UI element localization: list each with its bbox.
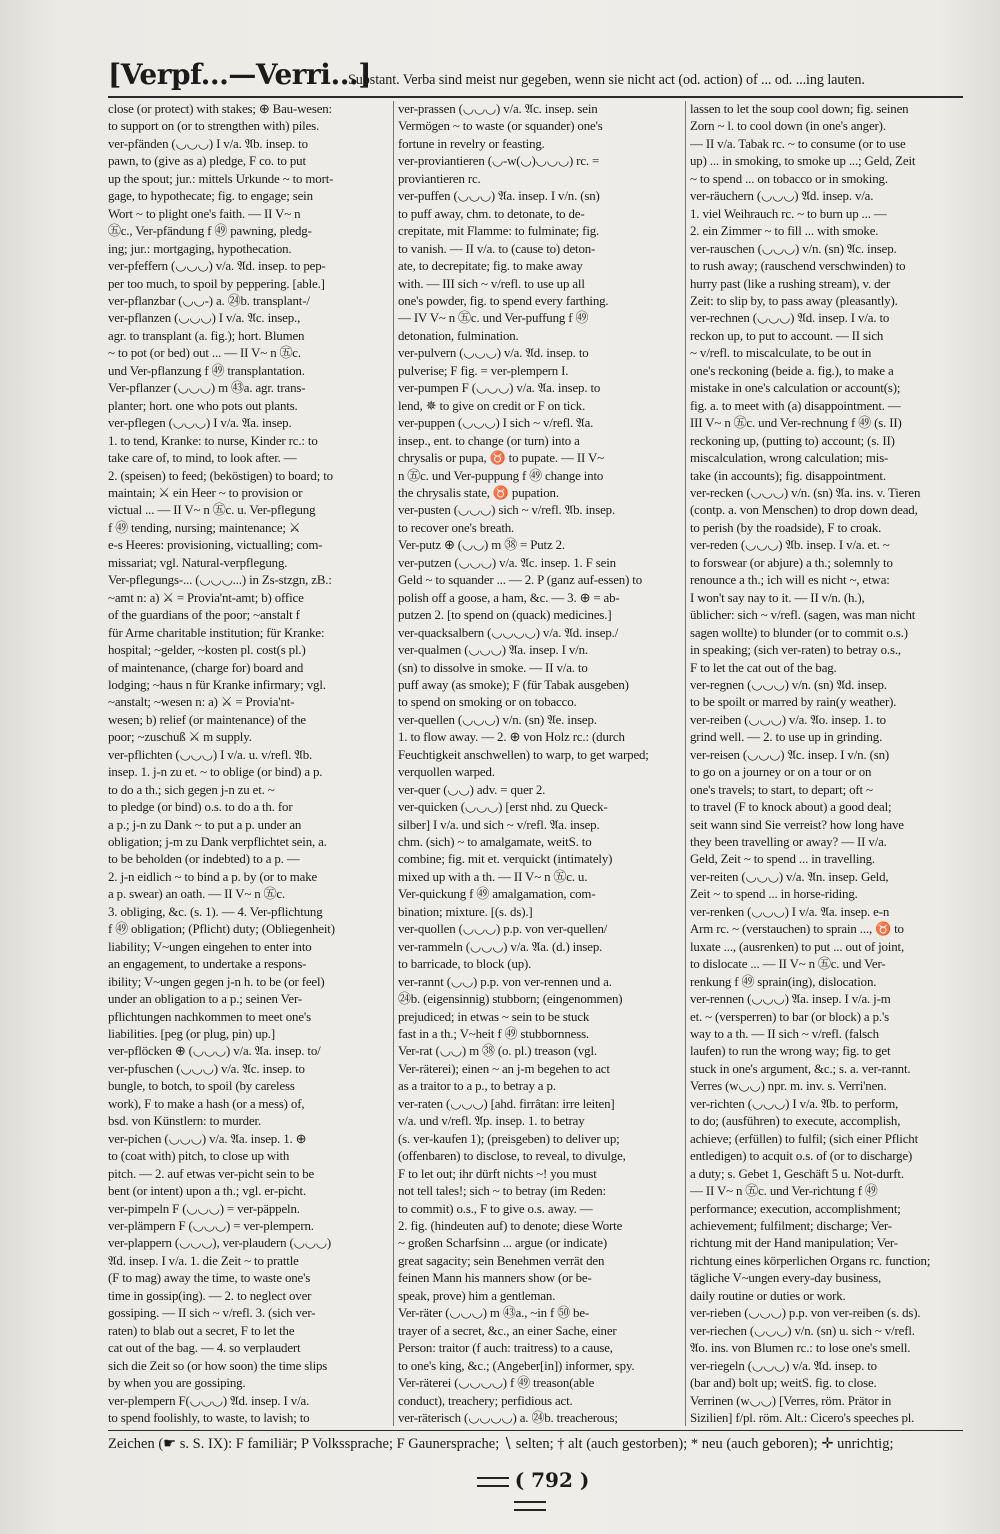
entry-line: ver-riegeln (◡◡◡) v/a. 𝔄d. insep. to xyxy=(690,1358,877,1373)
entry-line: not tell tales!; sich ~ to betray (im Reden: xyxy=(398,1184,607,1199)
entry-line: 3. obliging, &c. (s. 1). — 4. Ver-pflichtung xyxy=(108,904,323,919)
entry-line: ~ to pot (or bed) out ... — II V~ n ㊄c. xyxy=(108,346,301,361)
entry-line: wesen; b) relief (or maintenance) of the xyxy=(108,712,307,727)
entry-line: gossiping. — II sich ~ v/refl. 3. (sich ver- xyxy=(108,1306,316,1321)
entry-line: silber] I v/a. und sich ~ v/refl. 𝔄a. insep. xyxy=(398,817,600,832)
footer-rule xyxy=(108,1430,963,1431)
entry-line: as a traitor to a p., to betray a p. xyxy=(398,1079,556,1094)
entry-line: they been travelling or away? — II v/a. xyxy=(690,835,887,850)
entry-line: ver-pichen (◡◡◡) v/a. 𝔄a. insep. 1. ⊕ xyxy=(108,1131,307,1146)
entry-line: 2. ein Zimmer ~ to fill ... with smoke. xyxy=(690,224,879,239)
entry-line: Zeit: to slip by, to pass away (pleasantly). xyxy=(690,293,898,308)
entry-line: to (coat with) pitch, to close up with xyxy=(108,1149,290,1164)
entry-line: of the guardians of the poor; ~anstalt f xyxy=(108,608,300,623)
column-2 xyxy=(398,101,680,1429)
entry-line: ver-reiten (◡◡◡) v/a. 𝔄n. insep. Geld, xyxy=(690,869,889,884)
entry-line: Wort ~ to plight one's faith. — II V~ n xyxy=(108,206,301,221)
entry-line: lassen to let the soup cool down; fig. seinen xyxy=(690,102,909,116)
entry-line: a duty; s. Gebet 1, Geschäft 5 u. Not-durft. xyxy=(690,1166,904,1181)
entry-line: Zorn ~ l. to cool down (in one's anger). xyxy=(690,119,886,134)
entry-line: ver-reden (◡◡◡) 𝔄b. insep. I v/a. et. ~ xyxy=(690,538,890,553)
entry-line: feinen Mann his manners show (or be- xyxy=(398,1271,592,1286)
entry-line: 2. (speisen) to feed; (beköstigen) to board; to xyxy=(108,468,333,483)
entry-line: (sn) to dissolve in smoke. — II v/a. to xyxy=(398,660,588,675)
column-3 xyxy=(690,101,963,1429)
entry-line: performance; execution, accomplishment; xyxy=(690,1201,901,1216)
entry-line: Vermögen ~ to waste (or squander) one's xyxy=(398,119,603,134)
entry-line: ver-pflanzbar (◡◡-) a. ㉔b. transplant-/ xyxy=(108,293,310,308)
entry-line: ~ v/refl. to miscalculate, to be out in xyxy=(690,346,872,361)
entry-line: Ver-pflegungs-... (◡◡◡...) in Zs-stzgn, zB.: xyxy=(108,573,332,588)
entry-line: ibility; V~ungen gegen j-n h. to be (or feel) xyxy=(108,974,325,989)
entry-line: to one's king, &c.; (Angeber[in]) informer, spy. xyxy=(398,1358,635,1373)
entry-line: pitch. — 2. auf etwas ver-picht sein to be xyxy=(108,1166,315,1181)
entry-line: Zeit ~ to spend ... in horse-riding. xyxy=(690,887,858,902)
entry-line: reckon up, to put to account. — II sich xyxy=(690,328,884,343)
entry-line: ver-richten (◡◡◡) I v/a. 𝔄b. to perform, xyxy=(690,1096,899,1111)
entry-line: puff away (as smoke); F (für Tabak ausgeben) xyxy=(398,677,629,692)
entry-line: ver-rechnen (◡◡◡) 𝔄d. insep. I v/a. to xyxy=(690,311,890,326)
entry-line: ver-quacksalbern (◡◡◡◡) v/a. 𝔄d. insep./ xyxy=(398,625,619,640)
entry-line: F to let out; ihr dürft nichts ~! you must xyxy=(398,1166,597,1181)
entry-line: ver-rennen (◡◡◡) 𝔄a. insep. I v/a. j-m xyxy=(690,992,891,1007)
entry-line: bsd. von Künstlern: to murder. xyxy=(108,1114,262,1129)
entry-line: to commit) o.s., F to give o.s. away. — xyxy=(398,1201,593,1216)
entry-line: to puff away, chm. to detonate, to de- xyxy=(398,206,585,221)
entry-line: ver-rammeln (◡◡◡) v/a. 𝔄a. (d.) insep. xyxy=(398,939,603,954)
entry-line: time in gossip(ing). — 2. to neglect over xyxy=(108,1288,312,1303)
entry-line: 𝔄d. insep. I v/a. 1. die Zeit ~ to prattle xyxy=(108,1253,299,1268)
entry-line: ㊄c., Ver-pfändung f ㊾ pawning, pledg- xyxy=(108,224,312,239)
entry-line: great sagacity; sein Benehmen verrät den xyxy=(398,1253,605,1268)
entry-line: (bar and) bolt up; weitS. fig. to close. xyxy=(690,1376,877,1391)
entry-line: 1. viel Weihrauch rc. ~ to burn up ... — xyxy=(690,206,887,221)
entry-line: to perish (by the roadside), F to croak. xyxy=(690,520,882,535)
entry-line: mixed up with a th. — II V~ n ㊄c. u. xyxy=(398,869,588,884)
entry-line: Ver-rat (◡◡) m ㊳ (o. pl.) treason (vgl. xyxy=(398,1044,597,1059)
entry-line: poor; ~zuschuß ⚔ m supply. xyxy=(108,730,252,745)
entry-line: obligation; j-m zu Dank verpflichtet sein, a. xyxy=(108,835,327,850)
entry-line: to vanish. — II v/a. to (cause to) deton- xyxy=(398,241,596,256)
entry-line: insep. 1. j-n zu et. ~ to oblige (or bind) a p. xyxy=(108,765,323,780)
entry-line: lodging; ~haus n für Kranke infirmary; vgl. xyxy=(108,677,326,692)
entry-line: e-s Heeres: provisioning, victualling; com- xyxy=(108,538,323,553)
entry-line: ver-quollen (◡◡◡) p.p. von ver-quellen/ xyxy=(398,922,608,937)
entry-line: one's reckoning (beide a. fig.), to make a xyxy=(690,363,894,378)
entry-line: ver-rannt (◡◡) p.p. von ver-rennen und a. xyxy=(398,974,612,989)
entry-line: ate, to decrepitate; fig. to make away xyxy=(398,259,583,274)
symbol-legend: Zeichen (☛ s. S. IX): F familiär; P Volkssprache; F Gaunersprache; ∖ selten; † alt (auch gestorben); * neu (auch geboren); ✛ unrichtig; xyxy=(108,1436,894,1452)
entry-line: stuck in one's argument, &c.; s. a. ver-rannt. xyxy=(690,1061,911,1076)
entry-line: miscalculation, wrong calculation; mis- xyxy=(690,451,889,466)
entry-line: fortune in revelry or feasting. xyxy=(398,136,545,151)
ornament-left xyxy=(477,1477,509,1487)
entry-line: verquollen warped. xyxy=(398,765,495,780)
entry-line: für Arme charitable institution; für Kranke: xyxy=(108,625,325,640)
entry-line: (offenbaren) to disclose, to reveal, to divulge, xyxy=(398,1149,626,1164)
entry-line: work), F to make a hash (or a mess) of, xyxy=(108,1096,305,1111)
entry-line: conduct), treachery; perfidious act. xyxy=(398,1393,573,1408)
entry-line: 1. to tend, Kranke: to nurse, Kinder rc.: to xyxy=(108,433,318,448)
entry-line: f ㊾ obligation; (Pflicht) duty; (Obliegenheit) xyxy=(108,922,335,937)
entry-line: daily routine or duties or work. xyxy=(690,1288,846,1303)
entry-line: und Ver-pflanzung f ㊾ transplantation. xyxy=(108,363,305,378)
entry-line: ver-pfeffern (◡◡◡) v/a. 𝔄d. insep. to pep- xyxy=(108,259,326,274)
entry-line: (contp. a. von Menschen) to drop down dead, xyxy=(690,503,918,518)
entry-line: take (in accounts); fig. disappointment. xyxy=(690,468,886,483)
entry-line: ver-raten (◡◡◡) [ahd. firrâtan: irre leiten] xyxy=(398,1096,615,1111)
entry-line: proviantieren rc. xyxy=(398,171,481,186)
entry-line: entledigen) to acquit o.s. of (or to discharge) xyxy=(690,1149,913,1164)
entry-line: ㉔b. (eigensinnig) stubborn; (eingenommen) xyxy=(398,992,623,1007)
entry-line: to pledge (or bind) o.s. to do a th. for xyxy=(108,800,293,815)
entry-line: ver-puppen (◡◡◡) I sich ~ v/refl. 𝔄a. xyxy=(398,416,594,431)
entry-line: n ㊄c. und Ver-puppung f ㊾ change into xyxy=(398,468,604,483)
entry-line: ver-regnen (◡◡◡) v/n. (sn) 𝔄d. insep. xyxy=(690,677,887,692)
entry-line: ver-pumpen F (◡◡◡) v/a. 𝔄a. insep. to xyxy=(398,381,601,396)
entry-line: polish off a goose, a ham, &c. — 3. ⊕ = ab- xyxy=(398,590,620,605)
entry-line: a p.; j-n zu Dank ~ to put a p. under an xyxy=(108,817,302,832)
entry-line: putzen 2. [to spend on (quack) medicines.] xyxy=(398,608,612,623)
column-divider xyxy=(685,101,686,1426)
entry-line: bungle, to botch, to spoil (by careless xyxy=(108,1079,295,1094)
entry-line: maintain; ⚔ ein Heer ~ to provision or xyxy=(108,485,303,500)
entry-line: seit wann sind Sie verreist? how long have xyxy=(690,817,904,832)
entry-line: to spend foolishly, to waste, to lavish; to xyxy=(108,1410,310,1425)
entry-line: an engagement, to undertake a respons- xyxy=(108,957,307,972)
entry-line: chm. (sich) ~ to amalgamate, weitS. to xyxy=(398,835,592,850)
entry-line: ver-pflanzen (◡◡◡) I v/a. 𝔄c. insep., xyxy=(108,311,301,326)
entry-line: to forswear (or abjure) a th.; solemnly to xyxy=(690,555,893,570)
entry-line: ver-plappern (◡◡◡), ver-plaudern (◡◡◡) xyxy=(108,1236,332,1251)
entry-line: mistake in one's calculation or account(s); xyxy=(690,381,901,396)
entry-line: up) ... in smoking, to smoke up ...; Geld, Zeit xyxy=(690,154,916,169)
entry-line: ver-quer (◡◡) adv. = quer 2. xyxy=(398,782,546,797)
entry-line: tägliche V~ungen every-day business, xyxy=(690,1271,882,1286)
entry-line: grind well. — 2. to use up in grinding. xyxy=(690,730,883,745)
column-1 xyxy=(108,101,388,1429)
entry-line: ver-rieben (◡◡◡) p.p. von ver-reiben (s. ds). xyxy=(690,1306,921,1321)
entry-line: Arm rc. ~ (verstauchen) to sprain ..., ♉ to xyxy=(690,922,904,937)
entry-line: richtung eines körperlichen Organs rc. function; xyxy=(690,1253,931,1268)
entry-line: ver-pimpeln F (◡◡◡) = ver-päppeln. xyxy=(108,1201,300,1216)
entry-line: detonation, fulmination. xyxy=(398,328,519,343)
entry-line: et. ~ (versperren) to bar (or block) a p.'s xyxy=(690,1009,889,1024)
running-head: [Verpf...—Verri...] xyxy=(108,58,371,91)
page-number xyxy=(455,1468,605,1516)
entry-line: ver-proviantieren (◡-w(◡)◡◡◡) rc. = xyxy=(398,154,600,169)
entry-line: bent (or intent) upon a th.; vgl. er-picht. xyxy=(108,1184,307,1199)
entry-line: richtung mit der Hand manipulation; Ver- xyxy=(690,1236,898,1251)
column-divider xyxy=(393,101,394,1426)
entry-line: (s. ver-kaufen 1); (preisgeben) to deliver up; xyxy=(398,1131,620,1146)
entry-line: gage, to hypothecate; fig. to engage; sein xyxy=(108,189,313,204)
entry-line: ver-pulvern (◡◡◡) v/a. 𝔄d. insep. to xyxy=(398,346,589,361)
entry-line: to be spoilt or marred by rain(y weather). xyxy=(690,695,897,710)
entry-line: one's travels; to start, to depart; oft ~ xyxy=(690,782,873,797)
entry-line: with. — III sich ~ v/refl. to use up all xyxy=(398,276,585,291)
entry-line: ver-renken (◡◡◡) I v/a. 𝔄a. insep. e-n xyxy=(690,904,890,919)
entry-line: to dislocate ... — II V~ n ㊄c. und Ver- xyxy=(690,957,886,972)
entry-line: 2. fig. (hindeuten auf) to denote; diese Worte xyxy=(398,1219,623,1233)
entry-line: trayer of a secret, &c., an einer Sache, einer xyxy=(398,1323,617,1338)
entry-line: III V~ n ㊄c. und Ver-rechnung f ㊾ (s. II) xyxy=(690,416,902,431)
entry-line: ver-räterisch (◡◡◡◡) a. ㉔b. treacherous; xyxy=(398,1410,618,1425)
entry-line: take care of, to mind, to look after. — xyxy=(108,451,297,466)
entry-line: (F to mag) away the time, to waste one's xyxy=(108,1271,311,1286)
entry-line: lend, ✵ to give on credit or F on tick. xyxy=(398,398,586,413)
entry-line xyxy=(690,1427,963,1429)
entry-line: liability; V~ungen eingehen to enter into xyxy=(108,939,312,954)
entry-line: I won't say nay to it. — II v/n. (h.), xyxy=(690,590,865,605)
entry-line: a p. swear) an oath. — II V~ n ㊄c. xyxy=(108,887,286,902)
entry-line: to travel (F to knock about) a good deal; xyxy=(690,800,892,815)
entry-line: close (or protect) with stakes; ⊕ Bau-wesen: xyxy=(108,102,332,116)
entry-line: ver-quicken (◡◡◡) [erst nhd. zu Queck- xyxy=(398,800,608,815)
page-number-text: ( 792 ) xyxy=(514,1468,590,1492)
entry-line: ver-pfuschen (◡◡◡) v/a. 𝔄c. insep. to xyxy=(108,1061,305,1076)
entry-line: way to a th. — II sich ~ v/refl. (falsch xyxy=(690,1027,879,1042)
entry-line: under an obligation to a p.; seinen Ver- xyxy=(108,992,302,1007)
entry-line: Person: traitor (f auch: traitress) to a cause, xyxy=(398,1341,613,1356)
entry-line: fig. a. to meet with (a) disappointment. — xyxy=(690,398,901,413)
entry-line: v/a. und v/refl. 𝔄p. insep. 1. to betray xyxy=(398,1114,585,1129)
entry-line: of maintenance, (charge for) board and xyxy=(108,660,304,675)
entry-line: reckoning up, (putting to) account; (s. II) xyxy=(690,433,895,448)
entry-line: up the spout; jur.: mittels Urkunde ~ to mort- xyxy=(108,171,334,186)
entry-line: to go on a journey or on a tour or on xyxy=(690,765,872,780)
entry-line: cat out of the bag. — 4. so verplaudert xyxy=(108,1341,301,1356)
header-rule xyxy=(108,96,963,98)
entry-line: Verres (w◡◡) npr. m. inv. s. Verri'nen. xyxy=(690,1079,887,1094)
entry-line: — IV V~ n ㊄c. und Ver-puffung f ㊾ xyxy=(398,311,589,326)
entry-line: Geld, Zeit ~ to spend ... in travelling. xyxy=(690,852,875,867)
entry-line: — II v/a. Tabak rc. ~ to consume (or to use xyxy=(690,136,906,151)
entry-line: Ver-räterei (◡◡◡◡) f ㊾ treason(able xyxy=(398,1376,595,1391)
entry-line: ver-pfänden (◡◡◡) I v/a. 𝔄b. insep. to xyxy=(108,136,308,151)
entry-line: ~anstalt; ~wesen n: a) ⚔ = Provia'nt- xyxy=(108,695,295,710)
entry-line: ver-plämpern F (◡◡◡) = ver-plempern. xyxy=(108,1219,314,1233)
entry-line: pflichtungen nachkommen to meet one's xyxy=(108,1009,311,1024)
entry-line: to be beholden (or indebted) to a p. — xyxy=(108,852,300,867)
entry-line: by when you are gossiping. xyxy=(108,1376,246,1391)
entry-line: ver-putzen (◡◡◡) v/a. 𝔄c. insep. 1. F sein xyxy=(398,555,616,570)
entry-line: ver-puffen (◡◡◡) 𝔄a. insep. I v/n. (sn) xyxy=(398,189,600,204)
entry-line: ~amt n: a) ⚔ = Provia'nt-amt; b) office xyxy=(108,590,304,605)
entry-line: Ver-räter (◡◡◡) m ㊸a., ~in f ㊿ be- xyxy=(398,1306,590,1321)
entry-line: planter; hort. one who pots out plants. xyxy=(108,398,298,413)
entry-line: hurry past (like a rushing stream), v. der xyxy=(690,276,891,291)
entry-line: to do a th.; sich gegen j-n zu et. ~ xyxy=(108,782,275,797)
header-note: Substant. Verba sind meist nur gegeben, wenn sie nicht act (od. action) of ... od. ...ing lauten. xyxy=(348,72,865,88)
entry-line: renkung f ㊾ sprain(ing), dislocation. xyxy=(690,974,877,989)
entry-line: 1. to flow away. — 2. ⊕ von Holz rc.: (durch xyxy=(398,730,625,745)
entry-line: ver-pflöcken ⊕ (◡◡◡) v/a. 𝔄a. insep. to/ xyxy=(108,1044,321,1059)
entry-line: ver-recken (◡◡◡) v/n. (sn) 𝔄a. ins. v. Tieren xyxy=(690,485,921,500)
entry-line: ver-räuchern (◡◡◡) 𝔄d. insep. v/a. xyxy=(690,189,874,204)
entry-line: raten) to blab out a secret, F to let the xyxy=(108,1323,295,1338)
entry-line: ver-pusten (◡◡◡) sich ~ v/refl. 𝔄b. insep. xyxy=(398,503,616,518)
entry-line: to recover one's breath. xyxy=(398,520,515,535)
entry-line: pulverise; F fig. = ver-plempern I. xyxy=(398,363,569,378)
entry-line: the chrysalis state, ♉ pupation. xyxy=(398,485,559,500)
entry-line: 2. j-n eidlich ~ to bind a p. by (or to make xyxy=(108,869,318,884)
entry-line: ~ großen Scharfsinn ... argue (or indicate) xyxy=(398,1236,607,1251)
entry-line: ver-plempern F(◡◡◡) 𝔄d. insep. I v/a. xyxy=(108,1393,310,1408)
entry-line: achievement; fulfilment; discharge; Ver- xyxy=(690,1219,892,1233)
entry-line: to support on (or to strengthen with) piles. xyxy=(108,119,320,134)
entry-line: achieve; (erfüllen) to fulfil; (sich einer Pflicht xyxy=(690,1131,919,1146)
entry-line: luxate ..., (ausrenken) to put ... out of joint, xyxy=(690,939,905,954)
entry-line: bination; mixture. [(s. ds).] xyxy=(398,904,533,919)
entry-line: Ver-putz ⊕ (◡◡) m ㊳ = Putz 2. xyxy=(398,538,565,553)
entry-line: ing; jur.: mortgaging, hypothecation. xyxy=(108,241,292,256)
entry-line: pawn, to (give as a) pledge, F co. to put xyxy=(108,154,306,169)
entry-line: Ver-räterei); einen ~ an j-m begehen to act xyxy=(398,1061,610,1076)
entry-line: liabilities. [peg (or plug, pin) up.] xyxy=(108,1027,276,1042)
entry-line: missariat; vgl. Natural-verpflegung. xyxy=(108,555,288,570)
entry-line: Geld ~ to squander ... — 2. P (ganz auf-essen) to xyxy=(398,573,643,588)
entry-line: sich die Zeit so (or how soon) the time slips xyxy=(108,1358,328,1373)
entry-line: insep., ent. to change (or turn) into a xyxy=(398,433,580,448)
entry-line: victual ... — II V~ n ㊄c. u. Ver-pflegung xyxy=(108,503,316,518)
entry-line: renounce a th.; ich will es nicht ~, etwa: xyxy=(690,573,890,588)
entry-line: chrysalis or pupa, ♉ to pupate. — II V~ xyxy=(398,451,604,466)
entry-line: to do; (ausführen) to execute, accomplish, xyxy=(690,1114,901,1129)
entry-line: — II V~ n ㊄c. und Ver-richtung f ㊾ xyxy=(690,1184,878,1199)
entry-line: prejudiced; in etwas ~ sein to be stuck xyxy=(398,1009,590,1024)
entry-line xyxy=(398,1427,680,1429)
entry-line: Ver-quickung f ㊾ amalgamation, com- xyxy=(398,887,596,902)
ornament-right xyxy=(514,1501,546,1511)
entry-line: ver-quellen (◡◡◡) v/n. (sn) 𝔄e. insep. xyxy=(398,712,597,727)
entry-line: Sizilien] f/pl. röm. Alt.: Cicero's speeches pl. xyxy=(690,1410,915,1425)
entry-line: Feuchtigkeit anschwellen) to warp, to get warped; xyxy=(398,747,649,762)
entry-line: ver-pflichten (◡◡◡) I v/a. u. v/refl. 𝔄b. xyxy=(108,747,313,762)
entry-line: f ㊾ tending, nursing; maintenance; ⚔ xyxy=(108,520,301,535)
entry-line: ver-qualmen (◡◡◡) 𝔄a. insep. I v/n. xyxy=(398,643,588,658)
entry-line: one's powder, fig. to spend every farthing. xyxy=(398,293,609,308)
entry-line: laufen) to run the wrong way; fig. to get xyxy=(690,1044,891,1059)
entry-line: hospital; ~gelder, ~kosten pl. cost(s pl.) xyxy=(108,643,306,658)
entry-line: crepitate, mit Flamme: to fulminate; fig. xyxy=(398,224,600,239)
entry-line: 𝔄o. ins. von Blumen rc.: to lose one's smell. xyxy=(690,1341,911,1356)
entry-line: per too much, to spoil by peppering. [able.] xyxy=(108,276,325,291)
entry-line: ver-rauschen (◡◡◡) v/n. (sn) 𝔄c. insep. xyxy=(690,241,897,256)
entry-line: Ver-pflanzer (◡◡◡) m ㊸a. agr. trans- xyxy=(108,381,306,396)
entry-line: agr. to transplant (a. fig.); hort. Blumen xyxy=(108,328,305,343)
entry-line: ver-reiben (◡◡◡) v/a. 𝔄o. insep. 1. to xyxy=(690,712,886,727)
entry-line: ~ to spend ... on tobacco or in smoking. xyxy=(690,171,888,186)
entry-line: combine; fig. mit et. verquickt (intimately) xyxy=(398,852,613,867)
entry-line: to spend on smoking or on tobacco. xyxy=(398,695,577,710)
entry-line: Verrinen (w◡◡) [Verres, röm. Prätor in xyxy=(690,1393,892,1408)
entry-line: ver-prassen (◡◡◡) v/a. 𝔄c. insep. sein xyxy=(398,102,598,116)
entry-line: ver-reisen (◡◡◡) 𝔄c. insep. I v/n. (sn) xyxy=(690,747,890,762)
entry-line: fast in a th.; V~heit f ㊾ stubbornness. xyxy=(398,1027,590,1042)
entry-line: F to let the cat out of the bag. xyxy=(690,660,837,675)
entry-line: ver-riechen (◡◡◡) v/n. (sn) u. sich ~ v/refl. xyxy=(690,1323,915,1338)
entry-line: üblicher: sich ~ v/refl. (sagen, was man nicht xyxy=(690,608,916,623)
entry-line xyxy=(108,1427,388,1429)
entry-line: to rush away; (rauschend verschwinden) to xyxy=(690,259,906,274)
entry-line: to barricade, to block (up). xyxy=(398,957,532,972)
entry-line: in speaking; (sich ver-raten) to betray o.s., xyxy=(690,643,901,658)
entry-line: ver-pflegen (◡◡◡) I v/a. 𝔄a. insep. xyxy=(108,416,292,431)
page-header xyxy=(108,58,963,94)
entry-line: sagen wollte) to blunder (or to commit o.s.) xyxy=(690,625,908,640)
entry-line: speak, prove) him a gentleman. xyxy=(398,1288,556,1303)
